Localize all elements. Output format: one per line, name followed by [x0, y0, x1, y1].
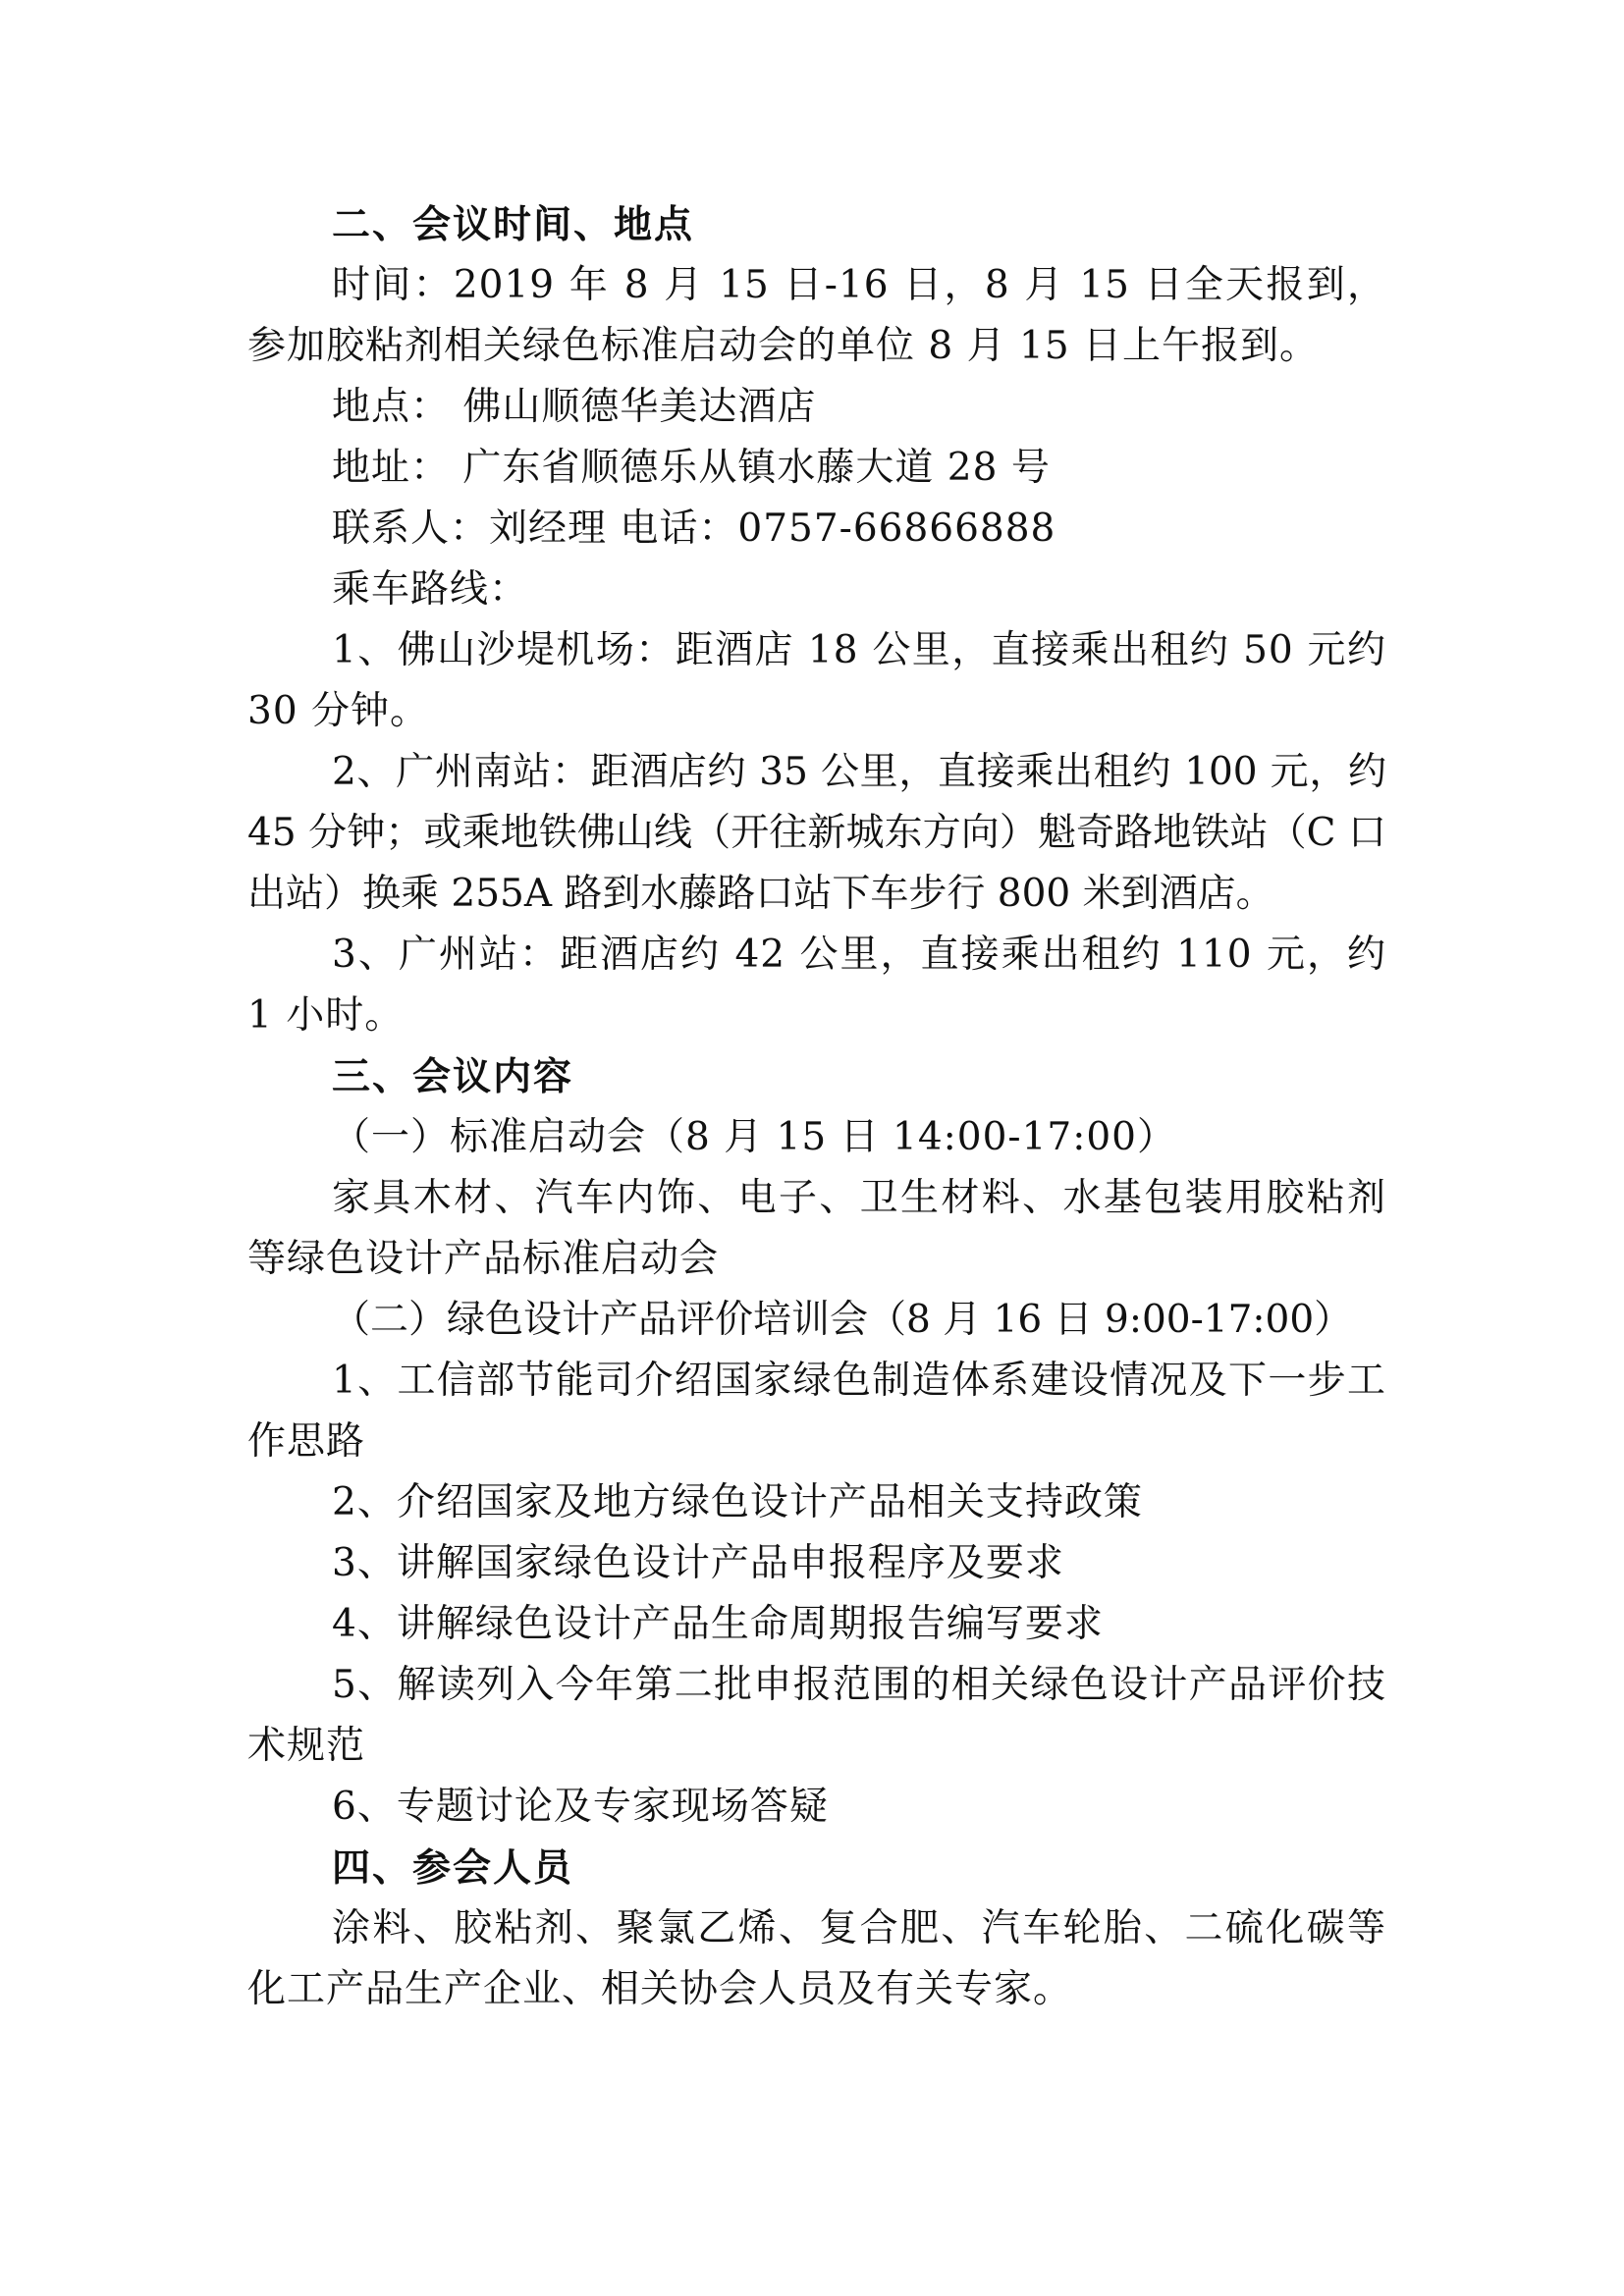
paragraph-contact: 联系人：刘经理 电话：0757-66866888: [332, 507, 1056, 551]
paragraph-item-5: 5、解读列入今年第二批申报范围的相关绿色设计产品评价技术规范: [247, 1663, 1386, 1768]
paragraph-subsection-2: （二）绿色设计产品评价培训会（8 月 16 日 9:00-17:00）: [332, 1298, 1353, 1342]
section-heading-attendees: 四、参会人员: [332, 1845, 574, 1891]
paragraph-item-6: 6、专题讨论及专家现场答疑: [332, 1785, 829, 1829]
paragraph-subsection-1-desc: 家具木材、汽车内饰、电子、卫生材料、水基包装用胶粘剂等绿色设计产品标准启动会: [247, 1176, 1386, 1281]
paragraph-address: 地址： 广东省顺德乐从镇水藤大道 28 号: [332, 446, 1051, 490]
section-heading-content: 三、会议内容: [332, 1054, 574, 1099]
paragraph-subsection-1: （一）标准启动会（8 月 15 日 14:00-17:00）: [332, 1115, 1176, 1159]
paragraph-route-1: 1、佛山沙堤机场：距酒店 18 公里，直接乘出租约 50 元约 30 分钟。: [247, 628, 1386, 733]
paragraph-route-label: 乘车路线：: [332, 567, 529, 612]
document-page: [247, 194, 1386, 2020]
paragraph-route-3: 3、广州站：距酒店约 42 公里，直接乘出租约 110 元，约 1 小时。: [247, 933, 1386, 1038]
paragraph-route-2: 2、广州南站：距酒店约 35 公里，直接乘出租约 100 元，约 45 分钟；或乘地铁佛山线（开往新城东方向）魁奇路地铁站（C 口出站）换乘 255A 路到水藤路口站下车步行 800 米到酒店。: [247, 750, 1386, 916]
paragraph-attendees: 涂料、胶粘剂、聚氯乙烯、复合肥、汽车轮胎、二硫化碳等化工产品生产企业、相关协会人员及有关专家。: [247, 1906, 1386, 2011]
paragraph-item-2: 2、介绍国家及地方绿色设计产品相关支持政策: [332, 1480, 1143, 1524]
paragraph-place: 地点： 佛山顺德华美达酒店: [332, 385, 817, 429]
paragraph-item-4: 4、讲解绿色设计产品生命周期报告编写要求: [332, 1602, 1104, 1646]
paragraph-time: 时间：2019 年 8 月 15 日-16 日，8 月 15 日全天报到，参加胶粘剂相关绿色标准启动会的单位 8 月 15 日上午报到。: [247, 263, 1386, 368]
paragraph-item-3: 3、讲解国家绿色设计产品申报程序及要求: [332, 1541, 1064, 1585]
section-heading-time-place: 二、会议时间、地点: [332, 202, 695, 247]
paragraph-item-1: 1、工信部节能司介绍国家绿色制造体系建设情况及下一步工作思路: [247, 1359, 1386, 1464]
